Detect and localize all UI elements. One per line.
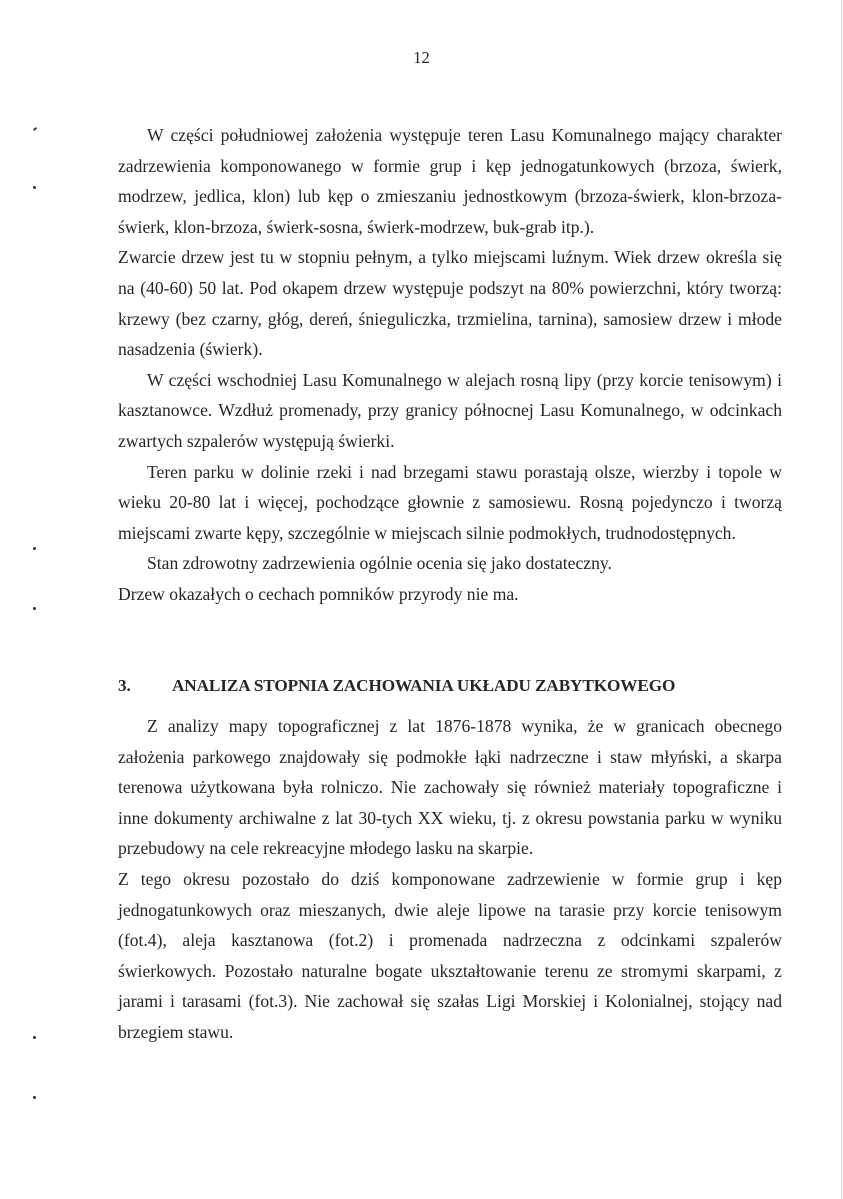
paragraph: Zwarcie drzew jest tu w stopniu pełnym, a tylko miejscami luźnym. Wiek drzew określa się na (40-60) 50 lat. Pod okapem drzew występuje podszyt na 80% powierzchni, który tworzą: krzewy (bez czarny, głóg, dereń, śnieguliczka, trzmielina, tarnina), samosiew drzew i młode nasadzenia (świerk). [118,247,782,360]
margin-mark [33,1096,36,1099]
paragraph: W części południowej założenia występuje teren Lasu Komunalnego mający charakter zadrzewienia komponowanego w formie grup i kęp jednogatunkowych (brzoza, świerk, modrzew, jedlica, klon) lub kęp o zmieszaniu jednostkowym (brzoza-świerk, klon-brzoza-świerk, klon-brzoza, świerk-sosna, świerk-modrzew, buk-grab itp.). [118,125,782,237]
section-3 [118,671,782,1048]
paragraph: W części wschodniej Lasu Komunalnego w alejach rosną lipy (przy korcie tenisowym) i kasztanowce. Wzdłuż promenady, przy granicy północnej Lasu Komunalnego, w odcinkach zwartych szpalerów występują świerki. [118,369,782,451]
paragraph: Teren parku w dolinie rzeki i nad brzegami stawu porastają olsze, wierzby i topole w wieku 20-80 lat i więcej, pochodzące głownie z samosiewu. Rosną pojedynczo i tworzą miejscami zwarte kępy, szczególnie w miejscach silnie podmokłych, trudnodostępnych. [118,461,782,543]
margin-mark [33,547,36,550]
document-body [118,120,782,1048]
spacer [118,610,782,671]
paragraph: Z analizy mapy topograficznej z lat 1876-1878 wynika, że w granicach obecnego założenia parkowego znajdowały się podmokłe łąki nadrzeczne i staw młyński, a skarpa terenowa użytkowana była rolniczo. Nie zachowały się również materiały topograficzne i inne dokumenty archiwalne z lat 30-tych XX wieku, tj. z okresu powstania parku w wyniku przebudowy na cele rekreacyjne młodego lasku na skarpie. [118,716,782,859]
spacer [118,701,782,711]
section-vegetation-description [118,120,782,610]
scan-page-edge [841,0,842,1199]
section-heading [118,671,782,702]
paragraph: Stan zdrowotny zadrzewienia ogólnie ocenia się jako dostateczny. [147,553,612,574]
page-number: 12 [413,48,430,67]
section-title: ANALIZA STOPNIA ZACHOWANIA UKŁADU ZABYTKOWEGO [172,675,676,695]
margin-mark [33,186,36,189]
margin-mark [33,607,36,610]
section-number: 3. [118,675,131,695]
margin-mark [33,127,37,131]
paragraph: Z tego okresu pozostało do dziś komponowane zadrzewienie w formie grup i kęp jednogatunkowych oraz mieszanych, dwie aleje lipowe na tarasie przy korcie tenisowym (fot.4), aleja kasztanowa (fot.2) i promenada nadrzeczna z odcinkami szpalerów świerkowych. Pozostało naturalne bogate ukształtowanie terenu ze stromymi skarpami, z jarami i tarasami (fot.3). Nie zachował się szałas Ligi Morskiej i Kolonialnej, stojący nad brzegiem stawu. [118,869,782,1043]
paragraph: Drzew okazałych o cechach pomników przyrody nie ma. [118,583,519,604]
margin-mark [33,1036,36,1039]
